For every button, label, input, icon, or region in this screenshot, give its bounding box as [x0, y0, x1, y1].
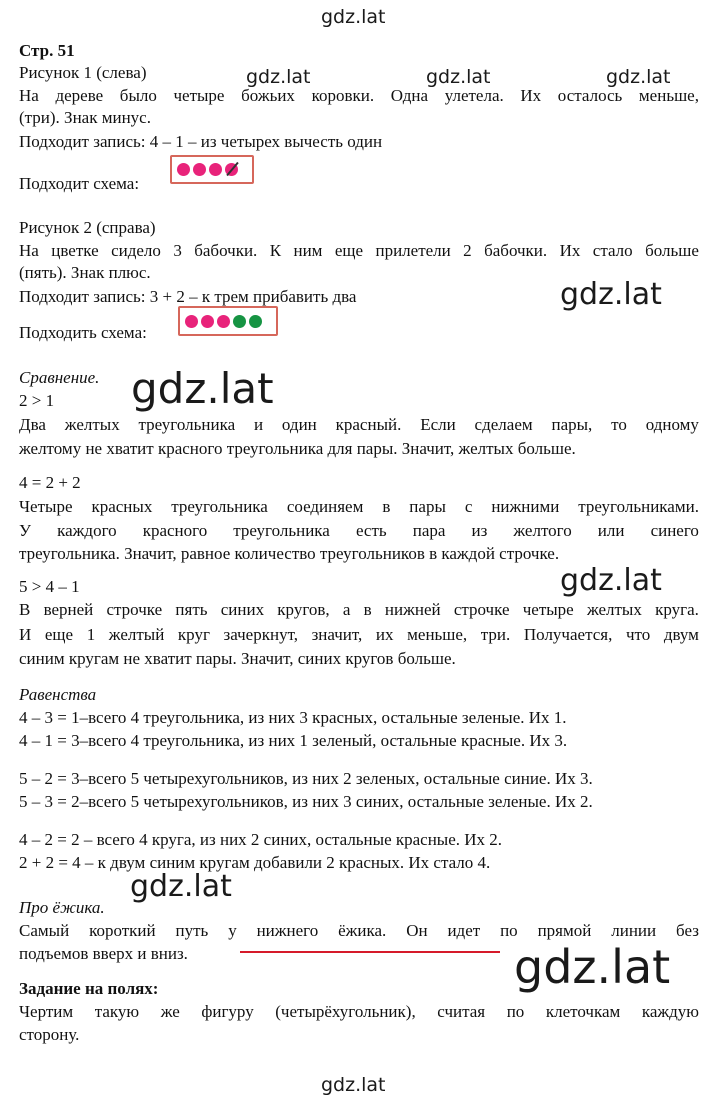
- word: Чертим: [19, 1002, 74, 1021]
- word: На: [19, 86, 39, 105]
- word: соединяем: [286, 497, 364, 516]
- watermark: gdz.lat: [130, 869, 232, 904]
- pink-dot: [217, 315, 230, 328]
- word: Их: [559, 241, 581, 260]
- word: зачеркнут,: [223, 625, 298, 644]
- word: треугольника: [138, 415, 236, 434]
- word: их: [375, 625, 394, 644]
- word: желтого: [513, 521, 572, 540]
- word: пары: [409, 497, 446, 516]
- word: еще: [334, 241, 364, 260]
- word: фигуру: [201, 1002, 254, 1021]
- word: дереве: [55, 86, 104, 105]
- word: считая: [437, 1002, 486, 1021]
- word: меньше,: [407, 625, 468, 644]
- word: желтый: [108, 625, 165, 644]
- word: Их: [520, 86, 542, 105]
- word: На: [19, 241, 39, 260]
- fig2-scheme: [178, 306, 278, 336]
- word: круга.: [655, 600, 699, 619]
- fig2-heading: Рисунок 2 (справа): [19, 218, 156, 237]
- equality-5: 4 – 2 = 2 – всего 4 круга, из них 2 синих, остальные красные. Их 2.: [19, 830, 503, 849]
- word: Четыре: [19, 497, 73, 516]
- word: то: [611, 415, 627, 434]
- comparison-2-line3: треугольника. Значит, равное количество треугольников в каждой строчке.: [19, 544, 560, 563]
- word: К: [269, 241, 282, 260]
- pink-dot: [193, 163, 206, 176]
- word: треугольника: [233, 521, 330, 540]
- word: такую: [94, 1002, 140, 1021]
- pink-dot: [201, 315, 214, 328]
- word: коровки.: [311, 86, 375, 105]
- word: сидело: [111, 241, 161, 260]
- comparison-3-line3: синим кругам не хватит пары. Значит, синих кругов больше.: [19, 649, 456, 668]
- word: строчке: [106, 600, 163, 619]
- word: и: [253, 415, 264, 434]
- word: четыре: [522, 600, 574, 619]
- watermark: gdz.lat: [560, 563, 662, 598]
- hedgehog-line1: [19, 920, 699, 942]
- watermark-large: gdz.lat: [514, 940, 671, 994]
- fig1-heading: Рисунок 1 (слева): [19, 63, 147, 82]
- word: круг: [177, 625, 210, 644]
- equality-6: 2 + 2 = 4 – к двум синим кругам добавили 2 красных. Их стало 4.: [19, 853, 491, 872]
- margin-task-heading: Задание на полях:: [19, 979, 159, 998]
- word: 3: [173, 241, 182, 260]
- word: нижней: [384, 600, 441, 619]
- word: В: [19, 600, 31, 619]
- comparison-3-line2: [19, 624, 699, 646]
- word: Он: [406, 921, 428, 940]
- word: нижнего: [256, 921, 319, 940]
- equalities-heading: Равенства: [19, 685, 97, 704]
- word: Одна: [390, 86, 429, 105]
- word: Два: [19, 415, 46, 434]
- pink-dot: [225, 163, 238, 176]
- word: красного: [142, 521, 208, 540]
- equality-4: 5 – 3 = 2–всего 5 четырехугольников, из них 3 синих, остальные зеленые. Их 2.: [19, 792, 593, 811]
- word: есть: [355, 521, 387, 540]
- word: стало: [592, 241, 633, 260]
- green-dot: [233, 315, 246, 328]
- word: пять: [175, 600, 208, 619]
- word: одному: [645, 415, 699, 434]
- word: в: [382, 497, 391, 516]
- word: пара: [412, 521, 446, 540]
- word: синих: [220, 600, 265, 619]
- fig2-scheme-label: Подходить схема:: [19, 323, 147, 342]
- word: ним: [293, 241, 323, 260]
- word: осталось: [557, 86, 623, 105]
- word: короткий: [89, 921, 156, 940]
- watermark: gdz.lat: [560, 277, 662, 312]
- word: было: [119, 86, 157, 105]
- word: четыре: [173, 86, 225, 105]
- equality-2: 4 – 1 = 3–всего 4 треугольника, из них 1 зеленый, остальные красные. Их 3.: [19, 731, 568, 750]
- word: Если: [420, 415, 456, 434]
- word: цветке: [51, 241, 99, 260]
- comparison-1-line2: желтому не хватит красного треугольника для пары. Значит, желтых больше.: [19, 439, 576, 458]
- watermark-bottom: gdz.lat: [321, 1074, 386, 1096]
- word: с: [464, 497, 473, 516]
- word: желтых: [64, 415, 120, 434]
- word: каждого: [57, 521, 117, 540]
- margin-task-line2: сторону.: [19, 1025, 80, 1044]
- word: по: [506, 1002, 525, 1021]
- comparison-expr-3: 5 > 4 – 1: [19, 577, 80, 596]
- word: Самый: [19, 921, 70, 940]
- comparison-2-line1: [19, 496, 699, 518]
- word: у: [228, 921, 237, 940]
- fig2-text-line2: (пять). Знак плюс.: [19, 263, 151, 282]
- word: 2: [463, 241, 472, 260]
- equality-3: 5 – 2 = 3–всего 5 четырехугольников, из них 2 зеленых, остальные синие. Их 3.: [19, 769, 593, 788]
- word: же: [160, 1002, 180, 1021]
- comparison-expr-2: 4 = 2 + 2: [19, 473, 81, 492]
- red-underline: [240, 951, 500, 953]
- comparison-heading: Сравнение.: [19, 368, 100, 387]
- watermark-top: gdz.lat: [321, 6, 386, 28]
- word: а: [342, 600, 351, 619]
- word: синего: [650, 521, 699, 540]
- watermark: gdz.lat: [426, 66, 491, 88]
- word: пары,: [551, 415, 593, 434]
- word: треугольниками.: [578, 497, 699, 516]
- pink-dot: [177, 163, 190, 176]
- hedgehog-heading: Про ёжика.: [19, 898, 105, 917]
- word: в: [363, 600, 372, 619]
- fig1-text-line2: (три). Знак минус.: [19, 108, 151, 127]
- word: больше: [645, 241, 699, 260]
- word: треугольника: [171, 497, 268, 516]
- word: бабочки.: [194, 241, 258, 260]
- word: красных: [91, 497, 153, 516]
- word: путь: [175, 921, 209, 940]
- pink-dot: [185, 315, 198, 328]
- fig1-scheme: [170, 155, 254, 184]
- word: строчке: [453, 600, 510, 619]
- word: клеточкам: [545, 1002, 621, 1021]
- word: (четырёхугольник),: [275, 1002, 416, 1021]
- pink-dot: [209, 163, 222, 176]
- word: три.: [480, 625, 511, 644]
- word: красный.: [335, 415, 402, 434]
- equality-1: 4 – 3 = 1–всего 4 треугольника, из них 3 красных, остальные зеленые. Их 1.: [19, 708, 567, 727]
- fig2-record: Подходит запись: 3 + 2 – к трем прибавить два: [19, 287, 357, 306]
- comparison-2-line2: [19, 520, 699, 542]
- word: божьих: [241, 86, 295, 105]
- word: кругов,: [277, 600, 330, 619]
- comparison-expr-1: 2 > 1: [19, 391, 55, 410]
- word: У: [19, 521, 32, 540]
- word: или: [597, 521, 625, 540]
- word: линии: [611, 921, 657, 940]
- word: прилетели: [375, 241, 451, 260]
- word: идет: [447, 921, 481, 940]
- word: верней: [43, 600, 94, 619]
- fig2-text-line1: [19, 240, 699, 262]
- margin-task-line1: [19, 1001, 699, 1023]
- word: из: [471, 521, 488, 540]
- word: бабочки.: [484, 241, 548, 260]
- word: без: [676, 921, 699, 940]
- comparison-1-line1: [19, 414, 699, 436]
- word: один: [281, 415, 317, 434]
- word: ёжика.: [338, 921, 387, 940]
- word: 1: [86, 625, 96, 644]
- word: сделаем: [474, 415, 533, 434]
- page-number: Стр. 51: [19, 41, 75, 60]
- word: прямой: [537, 921, 592, 940]
- word: И: [19, 625, 32, 644]
- word: по: [500, 921, 518, 940]
- watermark: gdz.lat: [246, 66, 311, 88]
- word: Получается,: [523, 625, 613, 644]
- word: улетела.: [444, 86, 504, 105]
- word: что: [625, 625, 651, 644]
- strike-mark: [226, 162, 238, 176]
- word: двум: [663, 625, 699, 644]
- word: значит,: [311, 625, 363, 644]
- word: желтых: [586, 600, 642, 619]
- fig1-text-line1: [19, 85, 699, 107]
- green-dot: [249, 315, 262, 328]
- fig1-scheme-label: Подходит схема:: [19, 174, 140, 193]
- word: меньше,: [638, 86, 699, 105]
- comparison-3-line1: [19, 599, 699, 621]
- watermark: gdz.lat: [606, 66, 671, 88]
- watermark-large: gdz.lat: [131, 364, 274, 413]
- fig1-record: Подходит запись: 4 – 1 – из четырех вычесть один: [19, 132, 383, 151]
- hedgehog-line2: подъемов вверх и вниз.: [19, 944, 188, 963]
- word: еще: [44, 625, 74, 644]
- word: нижними: [491, 497, 560, 516]
- word: каждую: [641, 1002, 699, 1021]
